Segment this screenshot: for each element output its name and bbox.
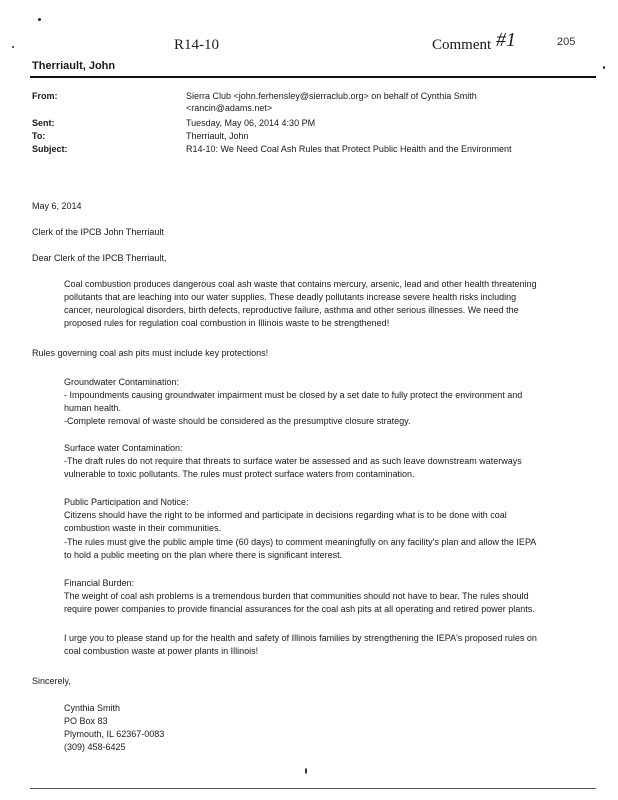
subject-value: R14-10: We Need Coal Ash Rules that Protect Public Health and the Environment xyxy=(186,144,512,154)
participation-line: Citizens should have the right to be informed and participate in decisions regarding what is to be done with coal xyxy=(64,510,507,520)
closing-line: I urge you to please stand up for the health and safety of Illinois families by strengthening the IEPA's proposed rules on xyxy=(64,633,537,643)
from-value-email: <rancin@adams.net> xyxy=(186,103,273,113)
scan-speck xyxy=(603,66,605,69)
sent-value: Tuesday, May 06, 2014 4:30 PM xyxy=(186,118,316,128)
groundwater-heading: Groundwater Contamination: xyxy=(64,377,180,387)
to-label: To: xyxy=(32,131,46,141)
surface-water-heading: Surface water Contamination: xyxy=(64,443,183,453)
signoff: Sincerely, xyxy=(32,676,71,686)
financial-line: require power companies to provide financial assurances for the coal ash pits at all operating and retired power plants. xyxy=(64,604,535,614)
scan-speck xyxy=(12,46,14,48)
financial-line: The weight of coal ash problems is a tremendous burden that communities should not have to bear. The rules should xyxy=(64,591,529,601)
groundwater-line: - Impoundments causing groundwater impairment must be closed by a set date to fully protect the environment and xyxy=(64,390,523,400)
participation-line: combustion waste in their communities. xyxy=(64,523,222,533)
page-number: 205 xyxy=(557,36,576,48)
closing-line: coal combustion waste at power plants in Illinois! xyxy=(64,646,259,656)
signature-address: PO Box 83 xyxy=(64,716,108,726)
groundwater-line: human health. xyxy=(64,403,122,413)
participation-heading: Public Participation and Notice: xyxy=(64,497,189,507)
intro-line: pollutants that are leaching into our water supplies. These deadly pollutants increase severe health risks including xyxy=(64,292,517,302)
sent-label: Sent: xyxy=(32,118,55,128)
subject-label: Subject: xyxy=(32,144,68,154)
from-value: Sierra Club <john.ferhensley@sierraclub.org> on behalf of Cynthia Smith xyxy=(186,91,477,101)
financial-heading: Financial Burden: xyxy=(64,578,135,588)
scan-speck xyxy=(38,18,41,21)
intro-line: Coal combustion produces dangerous coal ash waste that contains mercury, arsenic, lead and other health threatening xyxy=(64,279,537,289)
intro-line: proposed rules for regulation coal combustion in Illinois waste to be strengthened! xyxy=(64,318,390,328)
letter-date: May 6, 2014 xyxy=(32,201,82,211)
from-label: From: xyxy=(32,91,58,101)
surface-water-line: vulnerable to toxic pollutants. The rules must protect surface waters from contamination. xyxy=(64,469,415,479)
comment-label: Comment xyxy=(432,37,492,53)
signature-phone: (309) 458-6425 xyxy=(64,742,126,752)
participation-line: -The rules must give the public ample time (60 days) to comment meaningfully on any facility's plan and allow the IEPA xyxy=(64,537,537,547)
signature-name: Cynthia Smith xyxy=(64,703,121,713)
rules-intro: Rules governing coal ash pits must include key protections! xyxy=(32,348,269,358)
to-value: Therriault, John xyxy=(186,131,249,141)
page-bottom-edge xyxy=(30,788,596,789)
scan-speck xyxy=(305,768,307,774)
comment-number: #1 xyxy=(496,29,516,51)
intro-line: cancer, neurological disorders, birth defects, reproductive failure, asthma and other serious illnesses. We need the xyxy=(64,305,519,315)
docket-number: R14-10 xyxy=(174,37,219,53)
letter-salutation: Dear Clerk of the IPCB Therriault, xyxy=(32,253,167,263)
mailbox-owner: Therriault, John xyxy=(32,60,116,72)
participation-line: to hold a public meeting on the plan where there is significant interest. xyxy=(64,550,343,560)
groundwater-line: -Complete removal of waste should be considered as the presumptive closure strategy. xyxy=(64,416,411,426)
surface-water-line: -The draft rules do not require that threats to surface water be assessed and as such leave downstream waterways xyxy=(64,456,522,466)
letter-addressee: Clerk of the IPCB John Therriault xyxy=(32,227,164,237)
header-divider xyxy=(30,76,596,78)
signature-city: Plymouth, IL 62367-0083 xyxy=(64,729,165,739)
